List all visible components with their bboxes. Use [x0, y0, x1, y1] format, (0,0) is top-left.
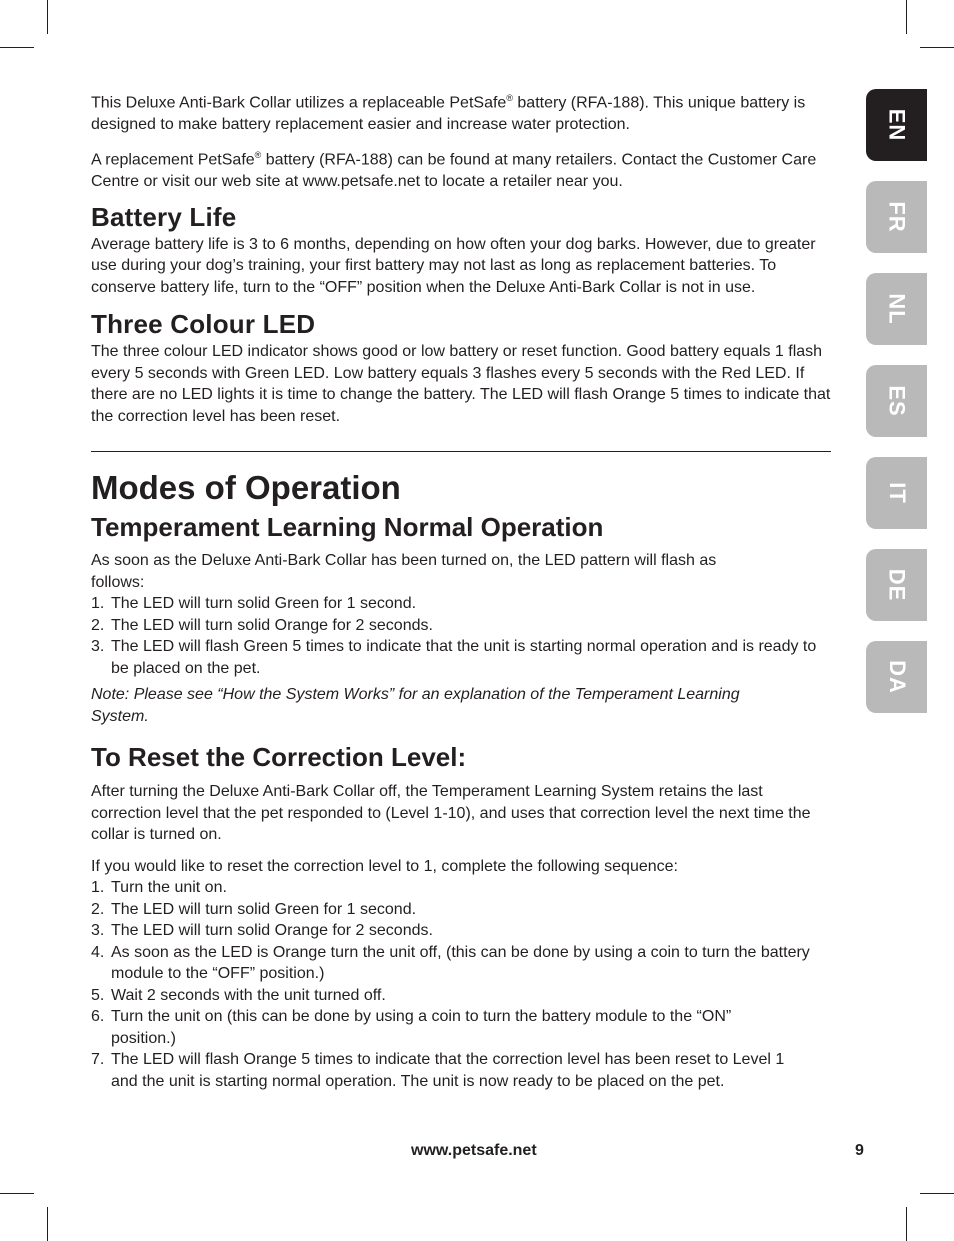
tab-de[interactable]: [866, 549, 927, 621]
reset-intro: After turning the Deluxe Anti-Bark Collar off, the Temperament Learning System retains the last correction level that the pet responded to (Level 1-10), and uses that correction level the next time the collar is turned on.: [91, 783, 811, 844]
led-body: The three colour LED indicator shows good or low battery or reset function. Good battery equals 1 flash every 5 seconds with Green LED. Low battery equals 3 flashes every 5 seconds with the Red LED. If there are no LED lights it is time to change the battery. The LED will flash Orange 5 times to indicate that the correction level has been reset.: [91, 343, 831, 425]
tab-it[interactable]: [866, 457, 927, 529]
list-item: 4. As soon as the LED is Orange turn the unit off, (this can be done by using a coin to turn the battery module to the “OFF” position.): [91, 943, 810, 983]
temperament-steps: [91, 593, 831, 679]
footer-url[interactable]: www.petsafe.net: [411, 1142, 537, 1159]
tab-nl[interactable]: [866, 273, 927, 345]
tab-label: ES: [884, 385, 910, 417]
crop-mark: [0, 1193, 34, 1194]
intro-paragraph: This Deluxe Anti-Bark Collar utilizes a replaceable PetSafe® battery (RFA-188). This unique battery is designed to make battery replacement easier and increase water protection.: [91, 93, 806, 133]
crop-mark: [906, 1207, 907, 1241]
list-item: 5. Wait 2 seconds with the unit turned off.: [91, 986, 386, 1004]
battery-life-heading: Battery Life: [91, 201, 237, 232]
reset-steps: [91, 877, 831, 1092]
list-item: 2. The LED will turn solid Green for 1 second.: [91, 900, 417, 918]
crop-mark: [47, 1207, 48, 1241]
tab-label: DA: [884, 660, 910, 694]
temperament-intro: As soon as the Deluxe Anti-Bark Collar has been turned on, the LED pattern will flash as follows:: [91, 552, 717, 591]
tab-label: NL: [884, 293, 910, 325]
list-item: 6. Turn the unit on (this can be done by using a coin to turn the battery module to the “ON” position.): [91, 1008, 732, 1047]
temperament-note: Note: Please see “How the System Works” for an explanation of the Temperament Learning System.: [91, 686, 740, 725]
tab-label: EN: [884, 108, 910, 142]
tab-label: DE: [884, 568, 910, 602]
tab-da[interactable]: [866, 641, 927, 713]
list-item: 1. Turn the unit on.: [91, 879, 227, 897]
crop-mark: [920, 1193, 954, 1194]
reset-heading: To Reset the Correction Level:: [91, 742, 467, 773]
list-item: 3. The LED will flash Green 5 times to indicate that the unit is starting normal operation and is ready to be placed on the pet.: [91, 638, 817, 677]
tab-label: FR: [884, 201, 910, 233]
list-item: 1. The LED will turn solid Green for 1 second.: [91, 595, 417, 613]
temperament-heading: Temperament Learning Normal Operation: [91, 512, 604, 543]
list-item: 3. The LED will turn solid Orange for 2 seconds.: [91, 922, 433, 940]
tab-fr[interactable]: [866, 181, 927, 253]
tab-es[interactable]: [866, 365, 927, 437]
crop-mark: [906, 0, 907, 34]
intro-paragraph: A replacement PetSafe® battery (RFA-188) can be found at many retailers. Contact the Customer Care Centre or visit our web site at www.petsafe.net to locate a retailer near you.: [91, 150, 817, 191]
list-item: 7. The LED will flash Orange 5 times to indicate that the correction level has been reset to Level 1 and the unit is starting normal operation. The unit is now ready to be placed on the pet.: [91, 1051, 785, 1090]
led-heading: Three Colour LED: [91, 309, 316, 340]
list-item: 2. The LED will turn solid Orange for 2 seconds.: [91, 616, 433, 634]
crop-mark: [47, 0, 48, 34]
battery-life-body: Average battery life is 3 to 6 months, depending on how often your dog barks. However, due to greater use during your dog’s training, your first battery may not last as long as replacement batteries. To conserve battery life, turn to the “OFF” position when the Deluxe Anti-Bark Collar is not in use.: [91, 235, 816, 296]
tab-en[interactable]: [866, 89, 927, 161]
modes-title: Modes of Operation: [91, 469, 401, 507]
crop-mark: [0, 47, 34, 48]
page-number: 9: [855, 1142, 864, 1159]
section-divider: [91, 451, 831, 452]
crop-mark: [920, 47, 954, 48]
tab-label: IT: [884, 482, 910, 504]
reset-sequence-intro: If you would like to reset the correction level to 1, complete the following sequence:: [91, 857, 678, 875]
page-content: [91, 88, 831, 1092]
